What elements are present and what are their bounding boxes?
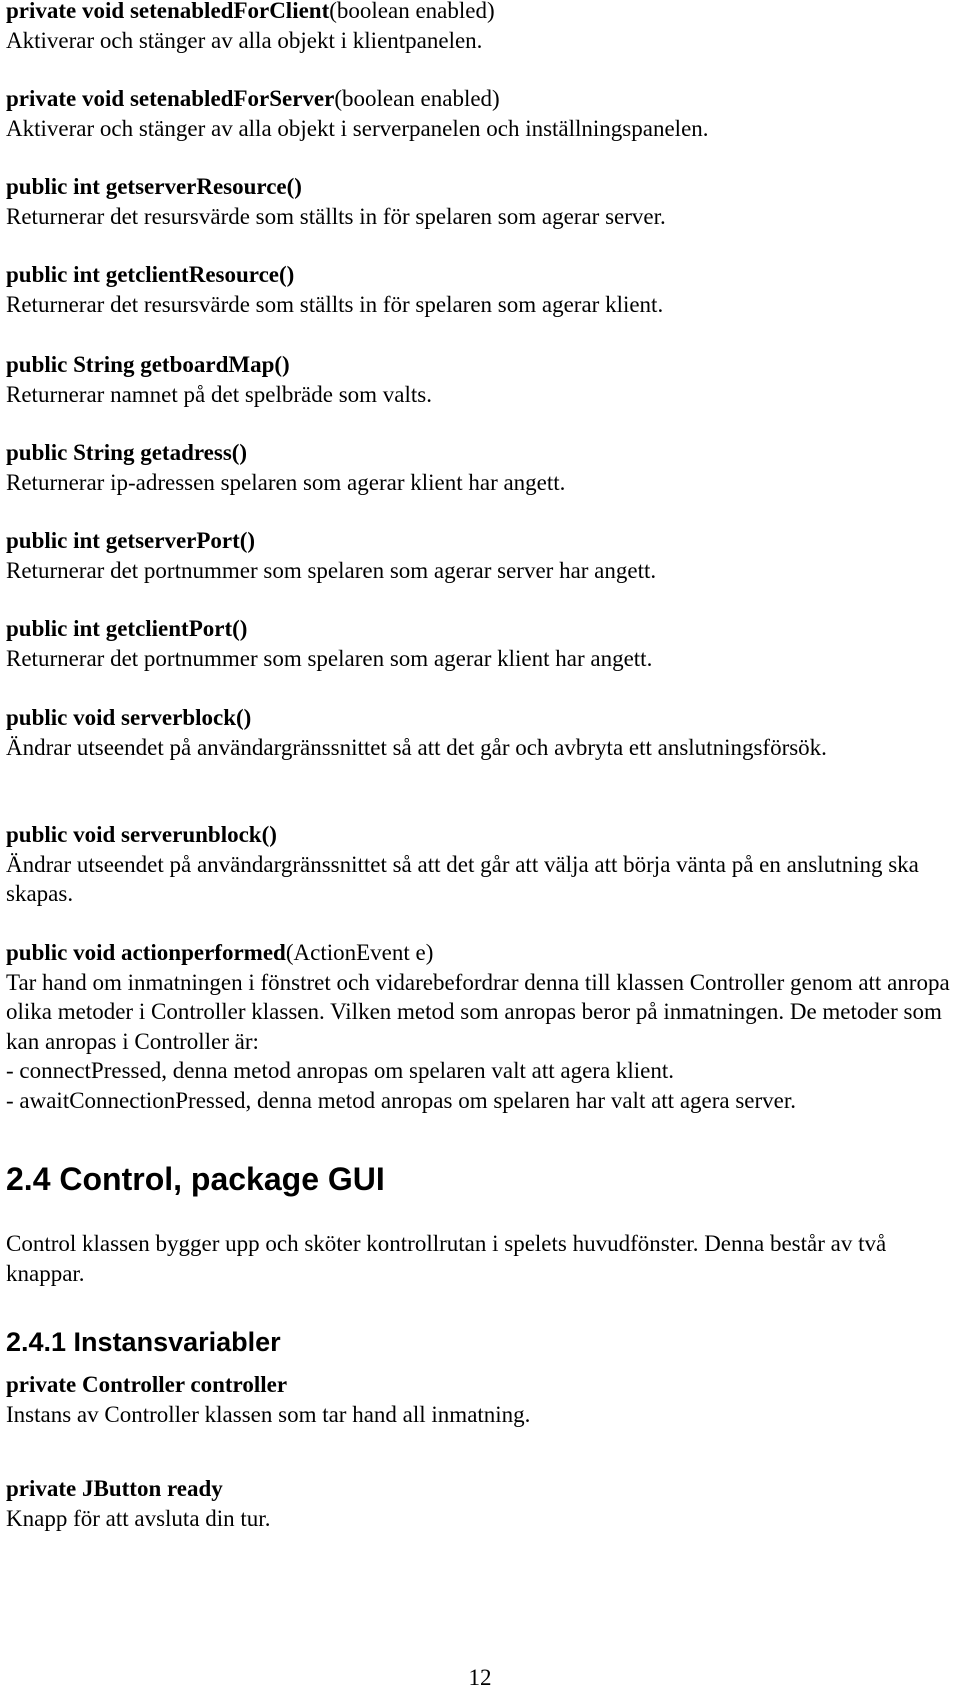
subsection-heading: 2.4.1 Instansvariabler: [6, 1327, 281, 1357]
method-entry: [6, 703, 956, 762]
method-description: Returnerar det portnummer som spelaren som agerar klient har angett.: [6, 645, 653, 671]
variable-description: Instans av Controller klassen som tar hand all inmatning.: [6, 1401, 531, 1427]
method-entry: [6, 172, 956, 231]
method-signature: public int getclientPort(): [6, 616, 248, 641]
method-entry: [6, 350, 956, 409]
method-entry: [6, 0, 956, 55]
variable-entry: [6, 1474, 956, 1533]
variable-description: Knapp för att avsluta din tur.: [6, 1505, 271, 1531]
section-heading: 2.4 Control, package GUI: [6, 1161, 385, 1197]
method-description: Returnerar ip-adressen spelaren som agerar klient har angett.: [6, 469, 566, 495]
method-description: Aktiverar och stänger av alla objekt i klientpanelen.: [6, 27, 483, 53]
method-description: Returnerar namnet på det spelbräde som valts.: [6, 381, 432, 407]
method-signature: private void setenabledForClient(boolean enabled): [6, 0, 495, 23]
list-item: - connectPressed, denna metod anropas om spelaren valt att agera klient.: [6, 1058, 675, 1083]
method-signature: public String getboardMap(): [6, 352, 290, 377]
method-entry: [6, 614, 956, 673]
method-signature: public void actionperformed(ActionEvent e): [6, 940, 434, 965]
method-signature: public String getadress(): [6, 440, 248, 465]
method-description: Returnerar det portnummer som spelaren som agerar server har angett.: [6, 557, 657, 583]
method-description: Returnerar det resursvärde som ställts in för spelaren som agerar klient.: [6, 291, 664, 317]
variable-entry: [6, 1370, 956, 1429]
page-number: 12: [468, 1665, 492, 1690]
method-signature: public void serverblock(): [6, 705, 252, 730]
method-signature: public int getserverResource(): [6, 174, 302, 199]
list-item: - awaitConnectionPressed, denna metod anropas om spelaren har valt att agera server.: [6, 1087, 797, 1113]
section-paragraph: Control klassen bygger upp och sköter kontrollrutan i spelets huvudfönster. Denna består av två knappar.: [6, 1231, 887, 1286]
method-entry: [6, 84, 956, 143]
method-signature: public void serverunblock(): [6, 822, 277, 847]
method-entry: [6, 260, 956, 319]
method-signature: public int getserverPort(): [6, 528, 256, 553]
method-description: Ändrar utseendet på användargränssnittet så att det går att välja att börja vänta på en anslutning ska skapas.: [6, 851, 919, 906]
method-description: Aktiverar och stänger av alla objekt i serverpanelen och inställningspanelen.: [6, 115, 709, 141]
method-signature: private void setenabledForServer(boolean enabled): [6, 86, 500, 111]
variable-signature: private JButton ready: [6, 1476, 223, 1501]
method-entry: [6, 938, 956, 1115]
method-description: Tar hand om inmatningen i fönstret och vidarebefordrar denna till klassen Controller genom att anropa olika metoder i Controller klassen. Vilken metod som anropas beror på inmatningen. De metoder som kan anropas i Controller är:: [6, 969, 950, 1054]
method-entry: [6, 820, 956, 909]
method-entry: [6, 438, 956, 497]
method-description: Returnerar det resursvärde som ställts in för spelaren som agerar server.: [6, 203, 666, 229]
variable-signature: private Controller controller: [6, 1372, 288, 1397]
method-entry: [6, 526, 956, 585]
method-description: Ändrar utseendet på användargränssnittet så att det går och avbryta ett anslutningsförsök.: [6, 734, 827, 760]
method-signature: public int getclientResource(): [6, 262, 295, 287]
